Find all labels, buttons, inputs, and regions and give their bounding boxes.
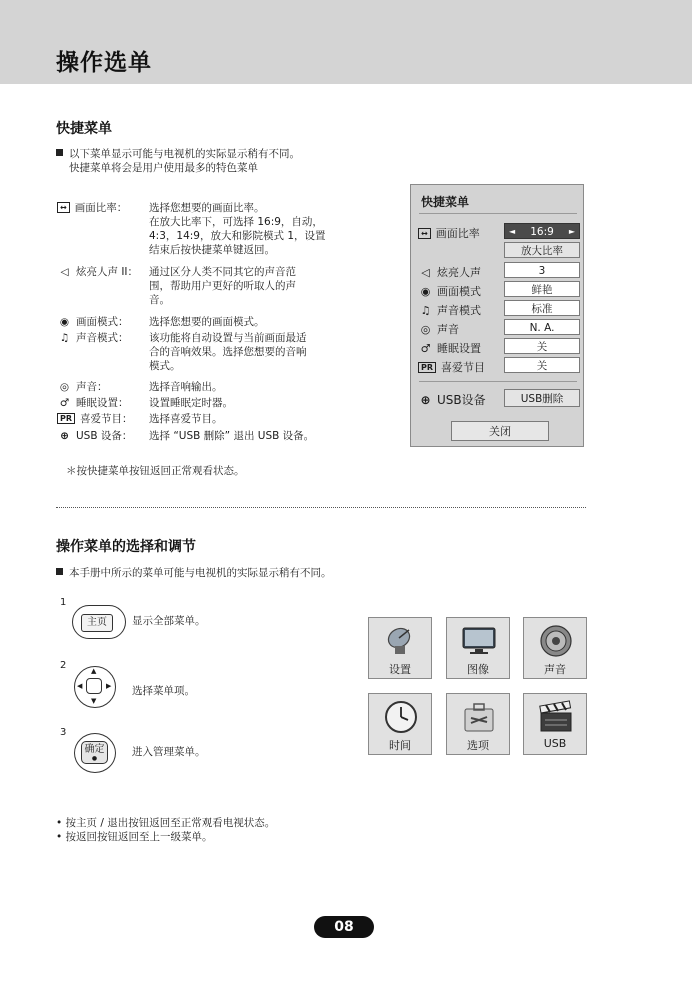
panel-row-label: 睡眠设置 [437, 342, 481, 355]
sound-mode-icon: ♫ [59, 332, 70, 344]
page-number: 08 [314, 916, 374, 938]
arrow-right-icon: ► [568, 227, 575, 236]
tile-settings[interactable] [368, 617, 432, 679]
feature-desc-line: 合的音响效果。选择您想要的音响 [149, 346, 307, 358]
step-text: 进入管理菜单。 [132, 746, 206, 758]
panel-row-favorite[interactable] [418, 357, 578, 375]
note-line: 以下菜单显示可能与电视机的实际显示稍有不同。 [69, 148, 300, 160]
sound-mode-icon: ♫ [420, 304, 431, 317]
feature-desc-line: 结束后按快捷菜单键返回。 [149, 244, 275, 256]
panel-row-sleep[interactable] [418, 338, 578, 356]
step-number: 3 [60, 727, 67, 738]
panel-row-label: 画面模式 [437, 285, 481, 298]
toolbox-icon [461, 700, 497, 734]
feature-sound-mode [57, 331, 347, 375]
panel-row-value[interactable]: 关 [504, 357, 580, 373]
page-title: 操作选单 [56, 50, 152, 76]
step-number: 2 [60, 660, 67, 671]
aspect-ratio-icon: ↔ [418, 228, 431, 239]
ops-footnotes [56, 816, 275, 844]
page-header [0, 0, 692, 84]
favorite-icon: PR [57, 413, 75, 424]
feature-desc-line: 在放大比率下，可选择 16:9，自动， [149, 216, 323, 228]
tile-label: 声音 [544, 663, 566, 676]
feature-label: 炫亮人声 II： [76, 266, 139, 278]
tile-label: 时间 [389, 739, 411, 752]
quick-menu-heading: 快捷菜单 [56, 121, 112, 137]
tile-picture[interactable] [446, 617, 510, 679]
note-line: 本手册中所示的菜单可能与电视机的实际显示稍有不同。 [69, 567, 332, 579]
clock-icon [383, 700, 419, 734]
feature-desc-line: 选择您想要的画面比率。 [149, 202, 265, 214]
usb-icon: ⊕ [420, 393, 431, 407]
tile-options[interactable] [446, 693, 510, 755]
panel-row-picture-mode[interactable] [418, 281, 578, 299]
tile-sound[interactable] [523, 617, 587, 679]
step-2 [60, 660, 260, 710]
panel-divider [419, 381, 577, 382]
panel-row-aspect-ratio[interactable] [418, 223, 578, 241]
step-1 [60, 597, 260, 643]
feature-clear-voice [57, 265, 347, 309]
step-text: 选择菜单项。 [132, 685, 195, 697]
feature-desc-line: 选择喜爱节目。 [149, 413, 223, 425]
ok-button-label: 确定 [84, 744, 105, 755]
usb-icon: ⊕ [60, 430, 69, 442]
feature-desc-line: 选择您想要的画面模式。 [149, 316, 265, 328]
panel-row-label: 声音模式 [437, 304, 481, 317]
dot-icon: ● [91, 755, 98, 762]
panel-title: 快捷菜单 [421, 195, 470, 209]
quick-menu-panel [410, 184, 584, 447]
feature-desc-line: 围，帮助用户更好的听取人的声 [149, 280, 296, 292]
clear-voice-icon: ◁ [421, 266, 430, 279]
favorite-icon: PR [418, 362, 436, 373]
footnote-line: • 按返回按钮返回至上一级菜单。 [56, 831, 213, 843]
panel-row-label: 炫亮人声 [437, 266, 481, 279]
tile-label: 设置 [389, 663, 411, 676]
satellite-dish-icon [383, 624, 419, 658]
panel-row-value[interactable]: 放大比率 [504, 242, 580, 258]
panel-row-sound-mode[interactable] [418, 300, 578, 318]
feature-desc-line: 4:3，14:9，放大和影院模式 1，设置 [149, 230, 326, 242]
home-button[interactable]: 主页 [81, 614, 113, 632]
panel-row-clear-voice[interactable] [418, 262, 578, 280]
feature-label: 睡眠设置： [76, 397, 129, 409]
panel-row-value[interactable]: 关 [504, 338, 580, 354]
tile-label: 图像 [467, 663, 489, 676]
ops-heading: 操作菜单的选择和调节 [56, 539, 196, 555]
note-line: 快捷菜单将会是用户使用最多的特色菜单 [69, 162, 258, 174]
feature-desc-line: 该功能将自动设置与当前画面最适 [149, 332, 307, 344]
clear-voice-icon: ◁ [60, 266, 69, 278]
sleep-icon: ♂ [420, 342, 431, 355]
panel-row-label: 喜爱节目 [441, 361, 486, 374]
feature-desc-line: 模式。 [149, 360, 181, 372]
panel-row-label: 画面比率 [435, 227, 480, 240]
picture-mode-icon: ◉ [59, 316, 70, 328]
panel-row-value[interactable] [504, 223, 580, 239]
audio-icon: ◎ [59, 381, 70, 393]
feature-desc-line: 选择 “USB 删除” 退出 USB 设备。 [149, 430, 315, 442]
panel-row-usb[interactable] [418, 389, 578, 409]
panel-row-zoom[interactable] [418, 242, 578, 260]
feature-label: 喜爱节目： [80, 413, 133, 425]
feature-label: USB 设备： [76, 430, 133, 442]
chevron-down-icon[interactable]: ▼ [91, 697, 97, 705]
aspect-ratio-icon: ↔ [57, 202, 70, 213]
footnote-line: • 按主页 / 退出按钮返回至正常观看电视状态。 [56, 817, 276, 829]
feature-label: 画面比率： [74, 202, 128, 214]
ops-note [56, 566, 332, 580]
tile-label: USB [543, 737, 567, 750]
feature-desc-line: 设置睡眠定时器。 [149, 397, 233, 409]
ok-button[interactable] [81, 741, 108, 764]
clapperboard-icon [538, 700, 574, 734]
chevron-up-icon[interactable]: ▲ [91, 667, 97, 675]
chevron-right-icon[interactable]: ▶ [106, 682, 112, 690]
section-divider [56, 507, 586, 508]
tile-label: 选项 [467, 739, 489, 752]
panel-row-audio[interactable] [418, 319, 578, 337]
feature-aspect-ratio [57, 201, 347, 261]
picture-mode-icon: ◉ [420, 285, 431, 298]
feature-label: 声音模式： [76, 332, 129, 344]
feature-desc-line: 通过区分人类不同其它的声音范 [149, 266, 296, 278]
feature-sleep [57, 396, 347, 412]
close-button[interactable]: 关闭 [451, 421, 549, 441]
audio-icon: ◎ [420, 323, 431, 336]
feature-usb [57, 429, 347, 445]
feature-favorite [57, 412, 347, 428]
quick-menu-note [56, 147, 300, 175]
feature-audio [57, 380, 347, 396]
tile-time[interactable] [368, 693, 432, 755]
tile-usb[interactable] [523, 693, 587, 755]
step-number: 1 [60, 597, 67, 608]
panel-row-value[interactable]: N. A. [504, 319, 580, 335]
usb-remove-button[interactable]: USB删除 [504, 389, 580, 407]
feature-label: 声音： [76, 381, 108, 393]
panel-divider [419, 213, 577, 214]
speaker-icon [538, 624, 574, 658]
arrow-left-icon: ◄ [509, 227, 516, 236]
panel-row-value[interactable]: 3 [504, 262, 580, 278]
dpad-illustration [74, 666, 116, 708]
panel-row-value[interactable]: 鲜艳 [504, 281, 580, 297]
sleep-icon: ♂ [59, 397, 70, 409]
tv-icon [461, 624, 497, 658]
chevron-left-icon[interactable]: ◀ [77, 682, 83, 690]
feature-picture-mode [57, 315, 347, 331]
dpad-center[interactable] [86, 678, 102, 694]
step-text: 显示全部菜单。 [132, 615, 206, 627]
bullet-square-icon [56, 568, 63, 575]
feature-label: 画面模式： [76, 316, 129, 328]
feature-desc-line: 选择音响输出。 [149, 381, 223, 393]
step-3 [60, 727, 260, 773]
ok-button-illustration [74, 733, 116, 773]
panel-row-label: USB设备 [437, 393, 486, 407]
panel-row-label: 声音 [437, 323, 459, 336]
panel-row-value[interactable]: 标准 [504, 300, 580, 316]
home-button-illustration [72, 605, 126, 639]
bullet-square-icon [56, 149, 63, 156]
feature-desc-line: 音。 [149, 294, 170, 306]
quick-menu-footnote: ＊按快捷菜单按钮返回正常观看状态。 [66, 465, 245, 477]
panel-value-text: 16:9 [530, 226, 554, 238]
